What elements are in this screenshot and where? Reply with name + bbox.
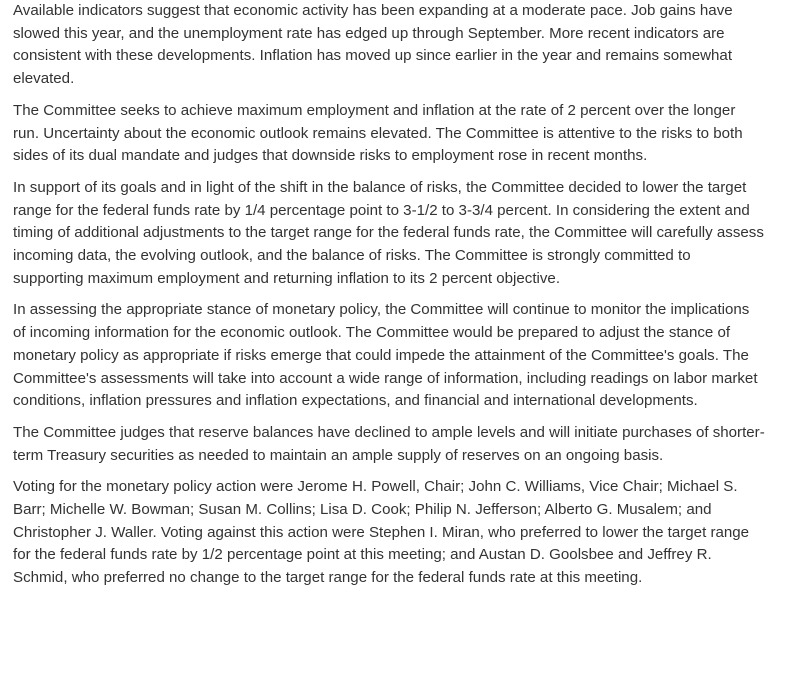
paragraph-voting: Voting for the monetary policy action were Jerome H. Powell, Chair; John C. Williams, Vice Chair; Michael S. Barr; Michelle W. Bowman; Susan M. Collins; Lisa D. Cook; Philip N. Jefferson; Alberto G. Musalem; and Christopher J. Waller. Voting against this action were Stephen I. Miran, who preferred to lower the target range for the federal funds rate by 1/2 percentage point at this meeting; and Austan D. Goolsbee and Jeffrey R. Schmid, who preferred no change to the target range for the federal funds rate at this meeting. (13, 478, 750, 587)
paragraph-economic-activity: Available indicators suggest that economic activity has been expanding at a moderate pace. Job gains have slowed this year, and the unemployment rate has edged up through September. More recent indicators are consistent with these developments. Inflation has moved up since earlier in the year and remains somewhat elevated. (13, 2, 733, 88)
paragraph-reserve-balances: The Committee judges that reserve balances have declined to ample levels and will initiate purchases of shorter-term Treasury securities as needed to maintain an ample supply of reserves on an ongoing basis. (13, 423, 765, 464)
paragraph-monetary-policy-stance: In assessing the appropriate stance of monetary policy, the Committee will continue to monitor the implications of incoming information for the economic outlook. The Committee would be prepared to adjust the stance of monetary policy as appropriate if risks emerge that could impede the attainment of the Committee's goals. The Committee's assessments will take into account a wide range of information, including readings on labor market conditions, inflation pressures and inflation expectations, and financial and international developments. (13, 301, 758, 410)
paragraph-committee-goals: The Committee seeks to achieve maximum employment and inflation at the rate of 2 percent over the longer run. Uncertainty about the economic outlook remains elevated. The Committee is attentive to the risks to both sides of its dual mandate and judges that downside risks to employment rose in recent months. (13, 101, 743, 165)
paragraph-rate-decision: In support of its goals and in light of the shift in the balance of risks, the Committee decided to lower the target range for the federal funds rate by 1/4 percentage point to 3-1/2 to 3-3/4 percent. In considering the extent and timing of additional adjustments to the target range for the federal funds rate, the Committee will carefully assess incoming data, the evolving outlook, and the balance of risks. The Committee is strongly committed to supporting maximum employment and returning inflation to its 2 percent objective. (13, 178, 764, 287)
